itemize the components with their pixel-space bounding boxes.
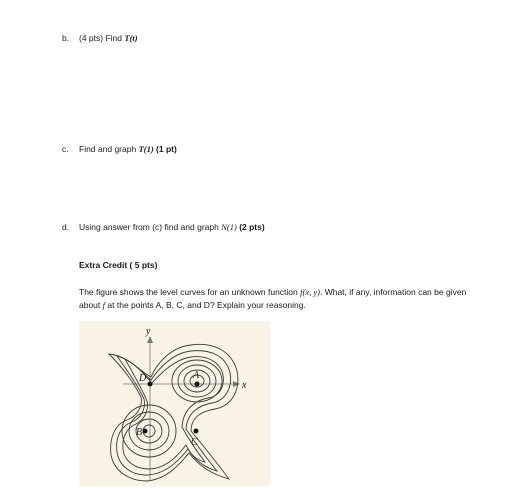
x-axis-label: x: [242, 380, 247, 391]
point-d: [148, 382, 153, 387]
question-text-2: . What, if any, information can be given: [319, 287, 467, 297]
question-text-3: about: [79, 300, 101, 310]
y-axis-label: y: [146, 326, 151, 337]
point-a-label: A: [193, 370, 200, 381]
level-curves: [109, 344, 238, 481]
extra-credit-heading: Extra Credit ( 5 pts): [79, 260, 158, 270]
level-curves-plot: [79, 321, 270, 486]
part-d-function: N(1): [221, 222, 237, 232]
curve-around-a-1: [172, 360, 222, 402]
extra-credit-question: [79, 286, 499, 312]
curve-around-b-1: [122, 405, 176, 457]
point-c-label: C: [191, 437, 198, 448]
question-function: f(x, y): [300, 287, 320, 297]
part-d: [62, 222, 265, 233]
part-d-points: (2 pts): [239, 222, 265, 232]
question-text-4: at the points A, B, C, and D? Explain your reasoning.: [107, 300, 306, 310]
part-b-function: T(t): [124, 33, 138, 43]
part-b: [62, 33, 138, 44]
part-c-label: c.: [62, 144, 69, 154]
x-axis-arrow: [233, 381, 240, 387]
part-b-text: (4 pts) Find: [79, 33, 122, 43]
outer-curve-2: [117, 351, 231, 475]
part-c-function: T(1): [138, 144, 154, 154]
part-c: [62, 144, 177, 155]
point-d-label: D: [139, 373, 147, 384]
question-text-1: The figure shows the level curves for an unknown function: [79, 287, 298, 297]
y-axis-arrow: [147, 336, 153, 343]
point-c: [194, 429, 199, 434]
part-b-label: b.: [62, 33, 70, 43]
part-d-label: d.: [62, 222, 70, 232]
part-d-text: Using answer from (c) find and graph: [79, 222, 219, 232]
point-b: [143, 429, 148, 434]
point-a: [195, 382, 200, 387]
part-c-text: Find and graph: [79, 144, 137, 154]
part-c-points: (1 pt): [156, 144, 177, 154]
question-f: f: [102, 300, 106, 310]
level-curves-figure: [79, 321, 270, 486]
point-b-label: B: [136, 427, 143, 438]
curve-around-b-2: [129, 412, 169, 450]
